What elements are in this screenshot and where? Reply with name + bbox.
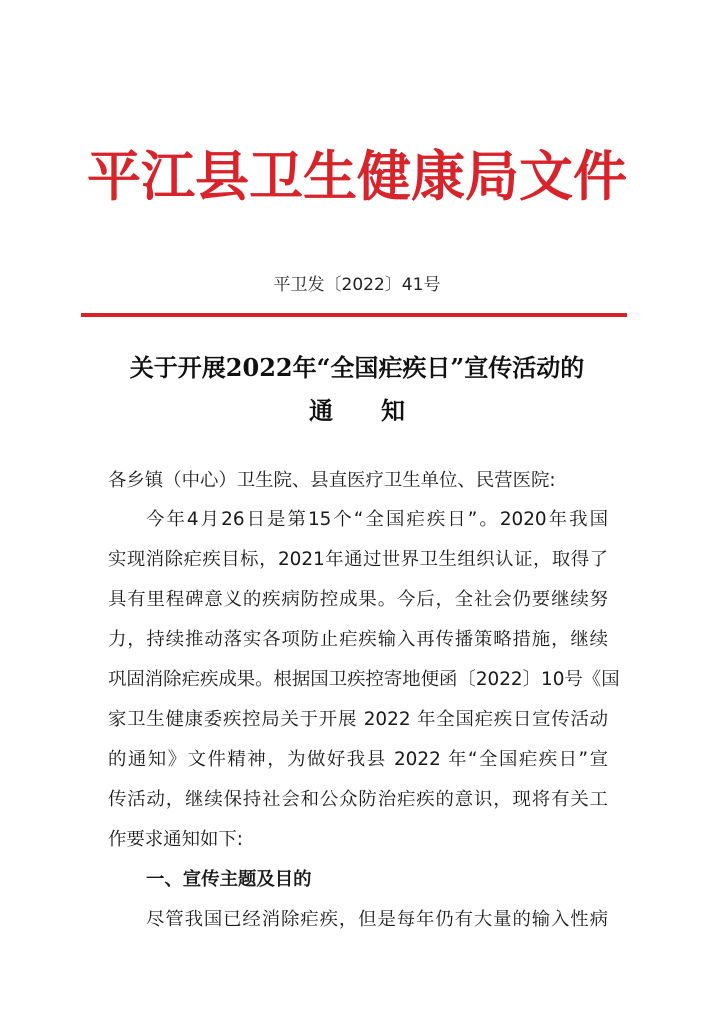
document-number: 平卫发〔2022〕41号: [273, 275, 441, 295]
body-line-9: 作要求通知如下:: [108, 829, 243, 850]
body-line-2: 实现消除疟疾目标，2021年通过世界卫生组织认证，取得了: [108, 549, 608, 570]
document-header-title: 平江县卫生健康局文件: [87, 144, 627, 208]
body-line-3: 具有里程碑意义的疾病防控成果。今后，全社会仍要继续努: [108, 589, 608, 610]
body-line-8: 传活动，继续保持社会和公众防治疟疾的意识，现将有关工: [108, 789, 608, 810]
section1-body-line-1: 尽管我国已经消除疟疾，但是每年仍有大量的输入性病: [146, 909, 608, 930]
notice-title-line1: 关于开展2022年“全国疟疾日”宣传活动的: [129, 353, 585, 382]
body-line-5: 巩固消除疟疾成果。根据国卫疾控寄地便函〔2022〕10号《国: [108, 669, 620, 690]
section-heading-1: 一、宣传主题及目的: [146, 869, 312, 890]
body-line-4: 力，持续推动落实各项防止疟疾输入再传播策略措施，继续: [108, 629, 608, 650]
body-line-6: 家卫生健康委疾控局关于开展 2022 年全国疟疾日宣传活动: [108, 709, 608, 730]
body-line-1: 今年4月26日是第15个“全国疟疾日”。2020年我国: [146, 509, 608, 530]
body-line-7: 的通知》文件精神，为做好我县 2022 年“全国疟疾日”宣: [108, 749, 608, 770]
red-divider-rule: [81, 313, 627, 317]
notice-title-line2: 通知: [309, 396, 453, 425]
addressee-line: 各乡镇（中心）卫生院、县直医疗卫生单位、民营医院:: [108, 470, 556, 491]
